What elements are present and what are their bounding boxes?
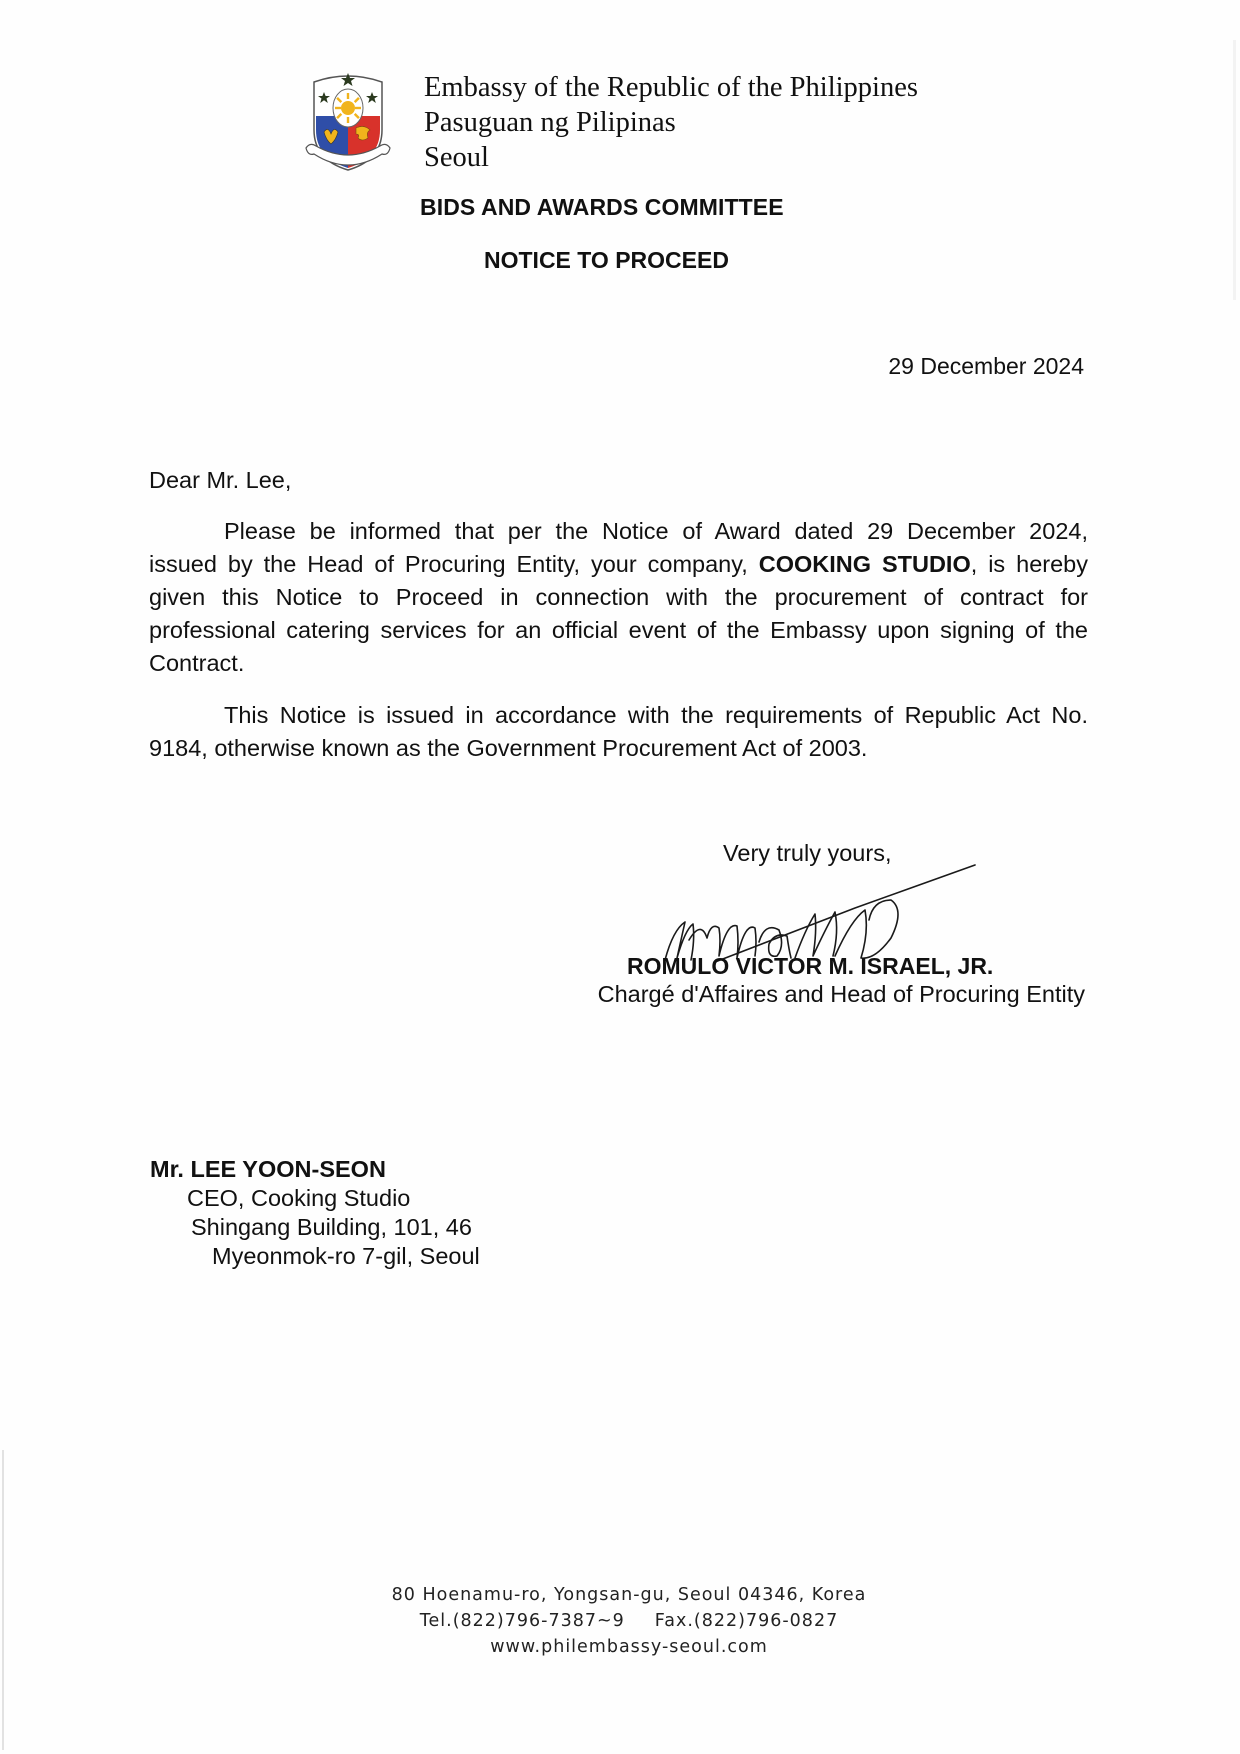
- signer-name: ROMULO VICTOR M. ISRAEL, JR.: [627, 953, 994, 979]
- paragraph-text: , is hereby: [970, 551, 1088, 577]
- letter-date: 29 December 2024: [888, 353, 1084, 379]
- recipient-position: CEO, Cooking Studio: [187, 1185, 411, 1211]
- paragraph-line: 9184, otherwise known as the Government Procurement Act of 2003.: [149, 735, 868, 761]
- paragraph-legal-basis: [149, 699, 1088, 765]
- paragraph-text: issued by the Head of Procuring Entity, your company,: [149, 551, 759, 577]
- recipient-address-line: Myeonmok-ro 7-gil, Seoul: [212, 1243, 480, 1269]
- footer-fax: Fax.(822)796-0827: [654, 1611, 839, 1631]
- company-name: COOKING STUDIO: [758, 551, 971, 577]
- salutation: Dear Mr. Lee,: [149, 467, 292, 493]
- footer-tel: Tel.(822)796-7387~9: [419, 1611, 625, 1631]
- footer-website: www.philembassy-seoul.com: [490, 1637, 768, 1657]
- paragraph-line: [149, 548, 1088, 581]
- closing: Very truly yours,: [723, 840, 892, 866]
- paragraph-line: professional catering services for an official event of the Embassy upon signing of the: [149, 617, 1088, 643]
- paragraph-award: [149, 515, 1088, 680]
- letterhead-footer: [0, 1582, 1240, 1660]
- recipient-address-line: Shingang Building, 101, 46: [191, 1214, 472, 1240]
- recipient-block: [150, 1155, 480, 1271]
- paragraph-line: This Notice is issued in accordance with the requirements of Republic Act No.: [224, 702, 1088, 728]
- footer-contact: [0, 1608, 1240, 1634]
- footer-address: 80 Hoenamu-ro, Yongsan-gu, Seoul 04346, Korea: [391, 1585, 867, 1605]
- document-title: NOTICE TO PROCEED: [484, 247, 729, 273]
- embassy-name-filipino: Pasuguan ng Pilipinas: [424, 107, 676, 138]
- coat-of-arms-seal-icon: [300, 68, 396, 178]
- signer-title: Chargé d'Affaires and Head of Procuring Entity: [597, 981, 1085, 1007]
- scan-edge: [1233, 40, 1236, 300]
- paragraph-line: Please be informed that per the Notice of Award dated 29 December 2024,: [224, 518, 1088, 544]
- paragraph-line: Contract.: [149, 650, 245, 676]
- embassy-name: Embassy of the Republic of the Philippines: [424, 72, 918, 103]
- embassy-city: Seoul: [424, 142, 489, 173]
- committee-heading: BIDS AND AWARDS COMMITTEE: [420, 194, 784, 220]
- recipient-name: Mr. LEE YOON-SEON: [150, 1156, 386, 1182]
- letterhead: [424, 70, 918, 175]
- paragraph-line: given this Notice to Proceed in connection with the procurement of contract for: [149, 584, 1088, 610]
